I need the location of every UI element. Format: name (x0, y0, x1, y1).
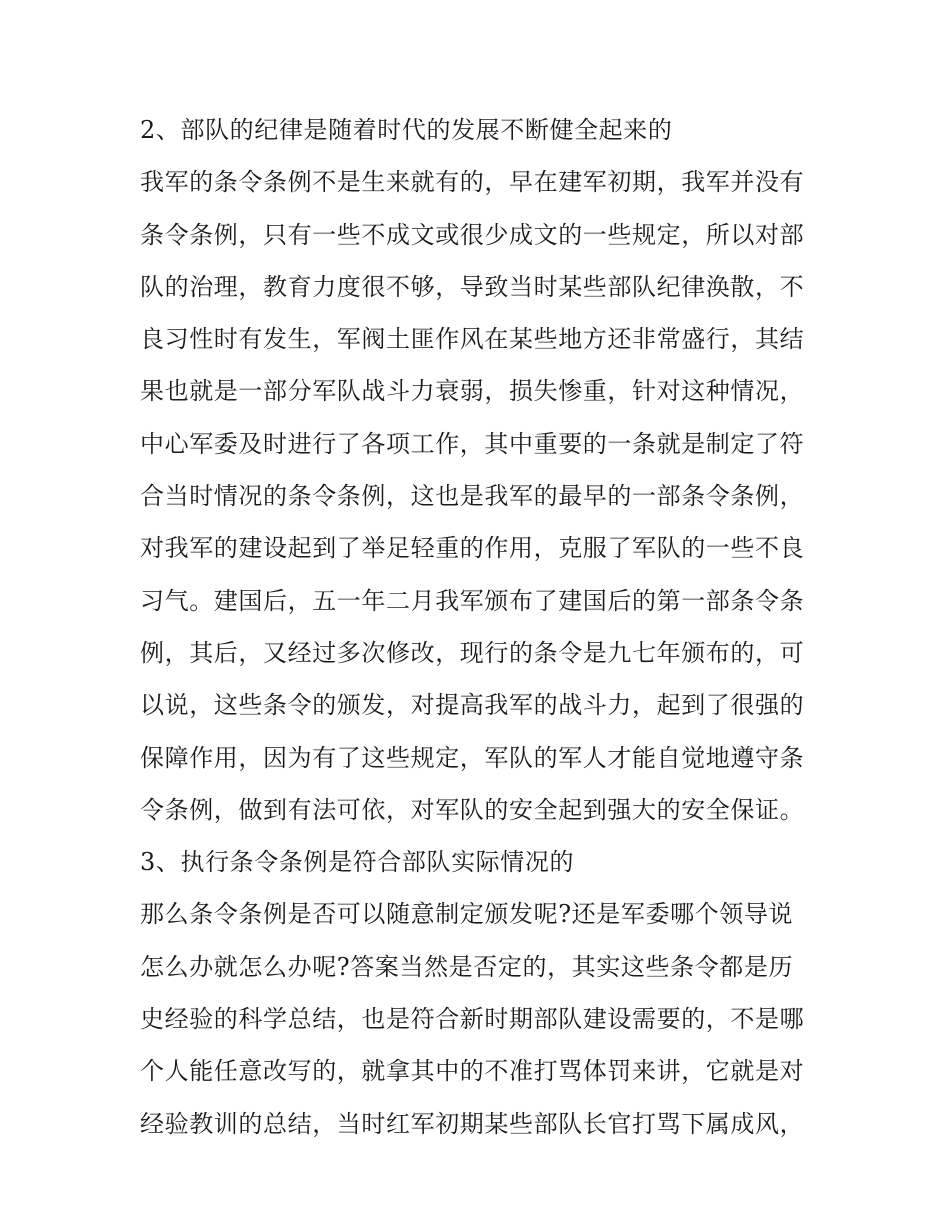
text-line: 果也就是一部分军队战斗力衰弱，损失惨重，针对这种情况， (140, 377, 805, 406)
text-line: 合当时情况的条令条例，这也是我军的最早的一部条令条例， (140, 482, 805, 511)
text-line: 中心军委及时进行了各项工作，其中重要的一条就是制定了符 (140, 429, 805, 458)
text-line: 以说，这些条令的颁发，对提高我军的战斗力，起到了很强的 (140, 691, 805, 720)
text-line: 例，其后，又经过多次修改，现行的条令是九七年颁布的，可 (140, 638, 805, 667)
text-line: 我军的条令条例不是生来就有的，早在建军初期，我军并没有 (140, 168, 805, 197)
section-heading-3: 3、执行条令条例是符合部队实际情况的 (140, 848, 575, 877)
text-line: 良习性时有发生，军阀土匪作风在某些地方还非常盛行，其结 (140, 325, 805, 354)
text-line: 史经验的科学总结，也是符合新时期部队建设需要的，不是哪 (140, 1005, 805, 1034)
section-heading-2: 2、部队的纪律是随着时代的发展不断健全起来的 (140, 116, 673, 144)
text-line: 保障作用，因为有了这些规定，军队的军人才能自觉地遵守条 (140, 743, 805, 772)
text-line: 条令条例，只有一些不成文或很少成文的一些规定，所以对部 (140, 220, 805, 249)
text-line: 习气。建国后，五一年二月我军颁布了建国后的第一部条令条 (140, 586, 805, 615)
text-line: 怎么办就怎么办呢?答案当然是否定的，其实这些条令都是历 (140, 952, 794, 981)
text-line: 令条例，做到有法可依，对军队的安全起到强大的安全保证。 (140, 795, 805, 824)
text-line: 对我军的建设起到了举足轻重的作用，克服了军队的一些不良 (140, 534, 805, 563)
text-line: 队的治理，教育力度很不够，导致当时某些部队纪律涣散，不 (140, 272, 805, 301)
text-line: 那么条令条例是否可以随意制定颁发呢?还是军委哪个领导说 (140, 900, 794, 929)
body-text (140, 104, 820, 1150)
text-line: 经验教训的总结，当时红军初期某些部队长官打骂下属成风， (140, 1109, 805, 1138)
text-line: 个人能任意改写的，就拿其中的不准打骂体罚来讲，它就是对 (140, 1057, 805, 1086)
